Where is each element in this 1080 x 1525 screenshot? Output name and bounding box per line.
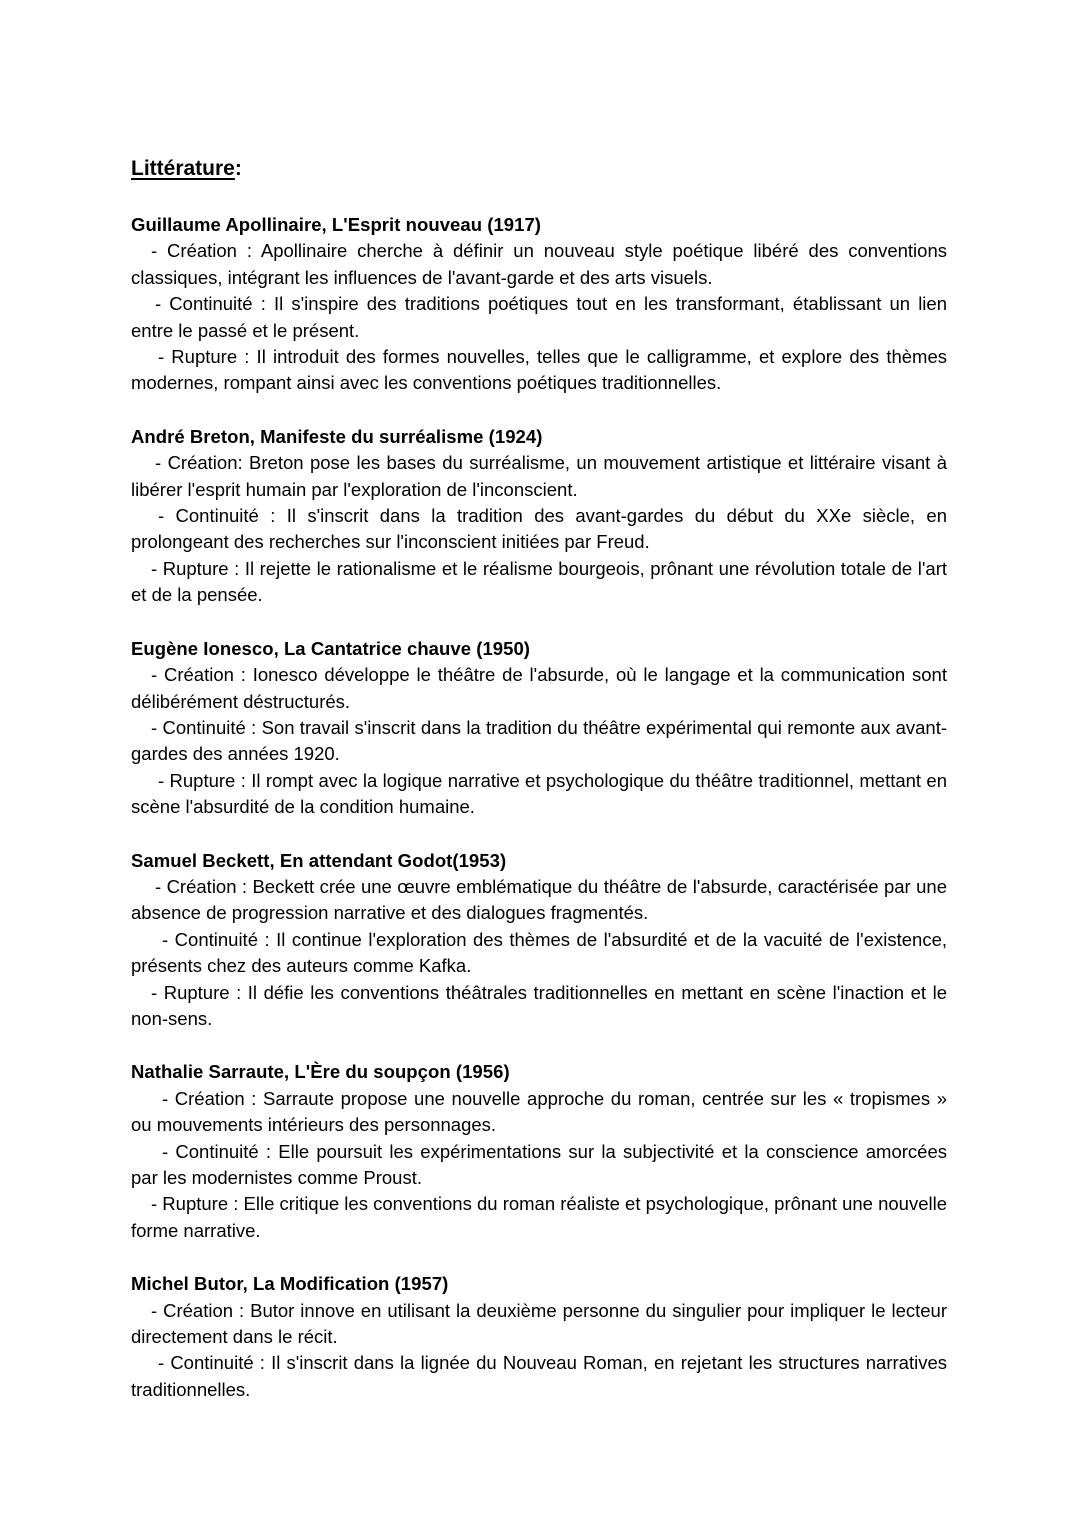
bullet-continuite: - Continuité : Il s'inscrit dans la tradition des avant-gardes du début du XXe siècle, en prolongeant des recherches sur l'inconscient initiées par Freud. <box>131 505 947 553</box>
section-heading: Samuel Beckett, En attendant Godot(1953) <box>131 849 507 871</box>
section-3 <box>131 848 947 1033</box>
section-0 <box>131 212 947 397</box>
bullet-continuite: - Continuité : Il continue l'exploration des thèmes de l'absurdité et de la vacuité de l'existence, présents chez des auteurs comme Kafka. <box>131 928 947 977</box>
document-page <box>131 153 947 1403</box>
spacer <box>131 397 947 424</box>
section-4 <box>131 1059 947 1244</box>
bullet-list <box>131 238 947 396</box>
bullet-rupture: - Rupture : Il introduit des formes nouvelles, telles que le calligramme, et explore des thèmes modernes, rompant ainsi avec les conventions poétiques traditionnelles. <box>131 346 947 394</box>
spacer <box>131 609 947 636</box>
bullet-continuite: - Continuité : Il s'inspire des traditions poétiques tout en les transformant, établissant un lien entre le passé et le présent. <box>131 293 947 341</box>
bullet-rupture: - Rupture : Il défie les conventions théâtrales traditionnelles en mettant en scène l'inaction et le non-sens. <box>131 981 947 1029</box>
bullet-creation: - Création : Ionesco développe le théâtre de l'absurde, où le langage et la communication sont délibérément déstructurés. <box>131 664 947 712</box>
bullet-creation: - Création : Butor innove en utilisant la deuxième personne du singulier pour impliquer le lecteur directement dans le récit. <box>131 1299 947 1348</box>
bullet-list <box>131 874 947 1032</box>
section-heading: Eugène Ionesco, La Cantatrice chauve (1950) <box>131 637 531 659</box>
spacer <box>131 185 947 212</box>
bullet-list <box>131 662 947 820</box>
bullet-list <box>131 1298 947 1404</box>
spacer <box>131 1244 947 1271</box>
spacer <box>131 821 947 848</box>
bullet-continuite: - Continuité : Son travail s'inscrit dans la tradition du théâtre expérimental qui remonte aux avant-gardes des années 1920. <box>131 716 947 765</box>
section-heading: Nathalie Sarraute, L'Ère du soupçon (1956) <box>131 1061 510 1083</box>
bullet-list <box>131 450 947 608</box>
bullet-list <box>131 1086 947 1244</box>
sections-container <box>131 212 947 1403</box>
bullet-creation: - Création : Apollinaire cherche à définir un nouveau style poétique libéré des conventions classiques, intégrant les influences de l'avant-garde et des arts visuels. <box>131 240 947 288</box>
section-heading: Guillaume Apollinaire, L'Esprit nouveau (1917) <box>131 214 542 235</box>
section-5 <box>131 1271 947 1403</box>
bullet-rupture: - Rupture : Elle critique les conventions du roman réaliste et psychologique, prônant une nouvelle forme narrative. <box>131 1193 947 1241</box>
section-heading: Michel Butor, La Modification (1957) <box>131 1273 449 1295</box>
page-title-suffix: : <box>234 157 242 180</box>
bullet-creation: - Création : Sarraute propose une nouvelle approche du roman, centrée sur les « tropismes » ou mouvements intérieurs des personnages. <box>131 1087 947 1136</box>
bullet-rupture: - Rupture : Il rejette le rationalisme et le réalisme bourgeois, prônant une révolution totale de l'art et de la pensée. <box>131 557 947 606</box>
bullet-creation: - Création : Beckett crée une œuvre emblématique du théâtre de l'absurde, caractérisée par une absence de progression narrative et des dialogues fragmentés. <box>131 875 947 924</box>
section-1 <box>131 424 947 609</box>
page-title <box>131 153 947 185</box>
section-heading: André Breton, Manifeste du surréalisme (1924) <box>131 425 543 447</box>
bullet-continuite: - Continuité : Il s'inscrit dans la lignée du Nouveau Roman, en rejetant les structures narratives traditionnelles. <box>131 1352 947 1400</box>
bullet-rupture: - Rupture : Il rompt avec la logique narrative et psychologique du théâtre traditionnel, mettant en scène l'absurdité de la condition humaine. <box>131 769 947 818</box>
bullet-creation: - Création: Breton pose les bases du surréalisme, un mouvement artistique et littéraire visant à libérer l'esprit humain par l'exploration de l'inconscient. <box>131 452 947 500</box>
spacer <box>131 1032 947 1059</box>
section-2 <box>131 636 947 821</box>
page-title-text: Littérature <box>131 157 235 180</box>
bullet-continuite: - Continuité : Elle poursuit les expérimentations sur la subjectivité et la conscience amorcées par les modernistes comme Proust. <box>131 1140 947 1188</box>
